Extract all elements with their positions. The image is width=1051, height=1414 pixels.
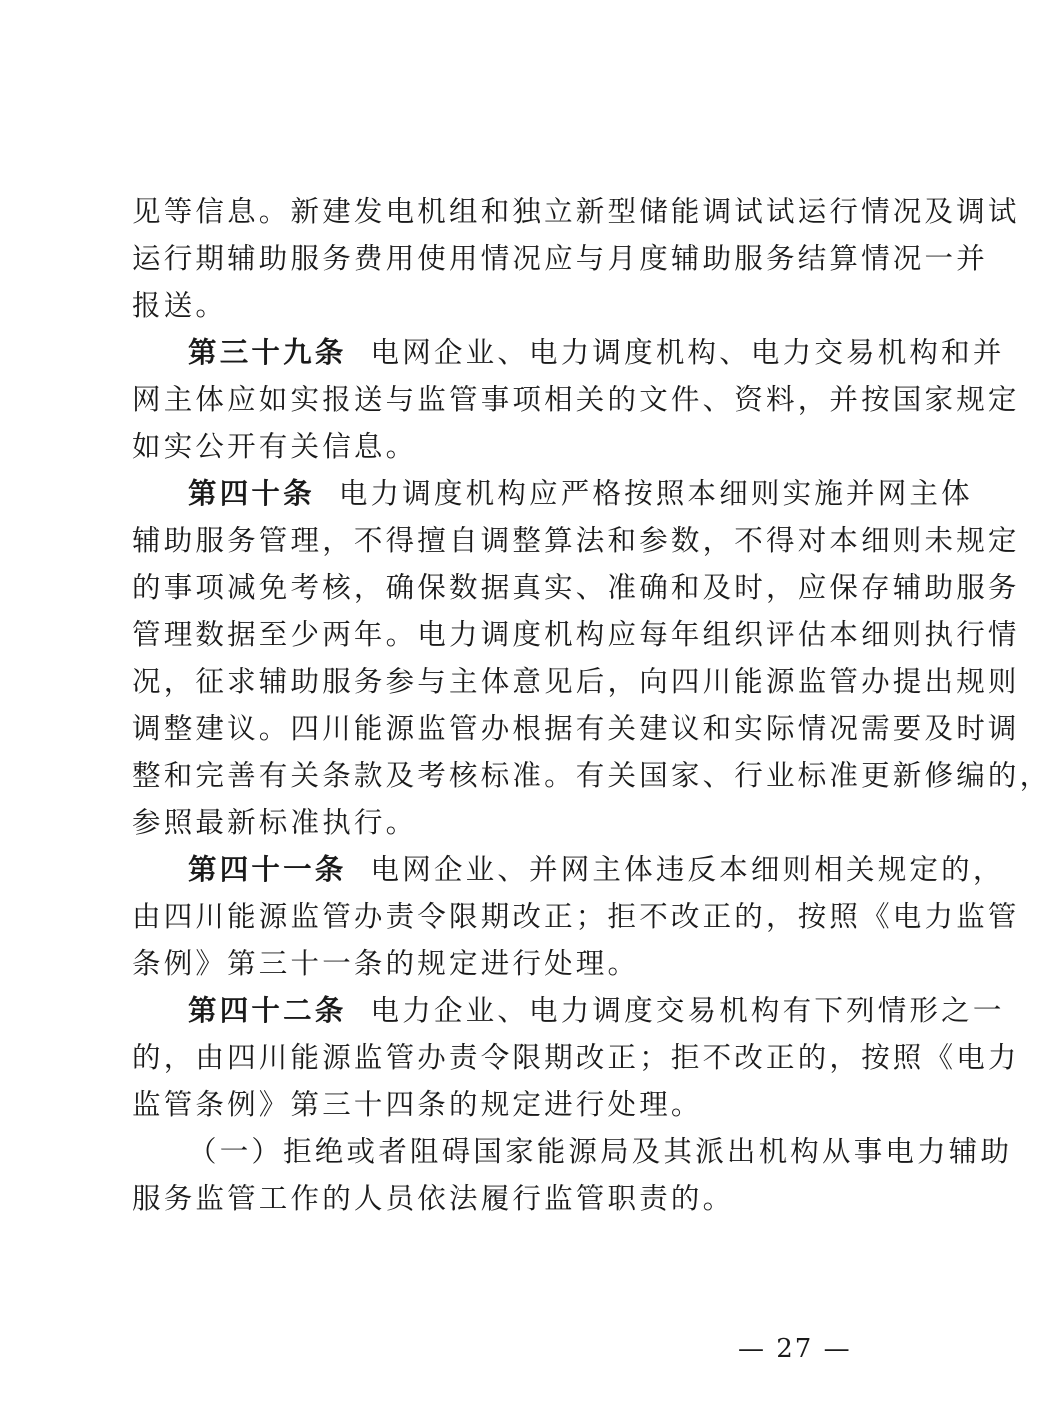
- article-text: 电力调度机构应严格按照本细则实施并网主体: [338, 477, 973, 510]
- text-line: 如实公开有关信息。: [132, 430, 418, 463]
- text-line: 监管条例》第三十四条的规定进行处理。: [132, 1088, 703, 1121]
- text-line: [132, 846, 1005, 893]
- article-text: 电网企业、电力调度机构、电力交易机构和并: [370, 336, 1005, 369]
- text-line: 管理数据至少两年。电力调度机构应每年组织评估本细则执行情: [132, 618, 1020, 651]
- text-line: 见等信息。新建发电机组和独立新型储能调试试运行情况及调试: [132, 195, 1020, 228]
- article-text: 电网企业、并网主体违反本细则相关规定的，: [370, 853, 1005, 886]
- text-line: 整和完善有关条款及考核标准。有关国家、行业标准更新修编的，: [132, 759, 1051, 792]
- article-number: 第四十二条: [188, 993, 347, 1027]
- text-line: 由四川能源监管办责令限期改正；拒不改正的，按照《电力监管: [132, 900, 1020, 933]
- paragraph-article-40: [132, 470, 1051, 846]
- paragraph-article-39: [132, 329, 1020, 470]
- text-line: 网主体应如实报送与监管事项相关的文件、资料，并按国家规定: [132, 383, 1020, 416]
- text-line: 的事项减免考核，确保数据真实、准确和及时，应保存辅助服务: [132, 571, 1020, 604]
- text-line: 调整建议。四川能源监管办根据有关建议和实际情况需要及时调: [132, 712, 1020, 745]
- article-number: 第四十条: [188, 476, 315, 510]
- text-line: 服务监管工作的人员依法履行监管职责的。: [132, 1182, 735, 1215]
- article-number: 第四十一条: [188, 852, 347, 886]
- body-text: [132, 188, 1051, 1222]
- paragraph-article-42: [132, 987, 1020, 1128]
- paragraph-continuation: [132, 188, 1020, 329]
- text-line: [132, 329, 1005, 376]
- text-line: 的，由四川能源监管办责令限期改正；拒不改正的，按照《电力: [132, 1041, 1020, 1074]
- text-line: [132, 470, 973, 517]
- paragraph-article-41: [132, 846, 1020, 987]
- text-line: 报送。: [132, 289, 228, 322]
- page-number: — 27 —: [738, 1334, 852, 1364]
- text-line: [132, 987, 1005, 1034]
- paragraph-item-1: [132, 1128, 1013, 1222]
- text-line: 参照最新标准执行。: [132, 806, 418, 839]
- article-text: 电力企业、电力调度交易机构有下列情形之一: [370, 994, 1005, 1027]
- text-line: 条例》第三十一条的规定进行处理。: [132, 947, 640, 980]
- article-number: 第三十九条: [188, 335, 347, 369]
- text-line: 运行期辅助服务费用使用情况应与月度辅助服务结算情况一并: [132, 242, 988, 275]
- text-line: 辅助服务管理，不得擅自调整算法和参数，不得对本细则未规定: [132, 524, 1020, 557]
- text-line: （一）拒绝或者阻碍国家能源局及其派出机构从事电力辅助: [188, 1135, 1013, 1168]
- text-line: 况，征求辅助服务参与主体意见后，向四川能源监管办提出规则: [132, 665, 1020, 698]
